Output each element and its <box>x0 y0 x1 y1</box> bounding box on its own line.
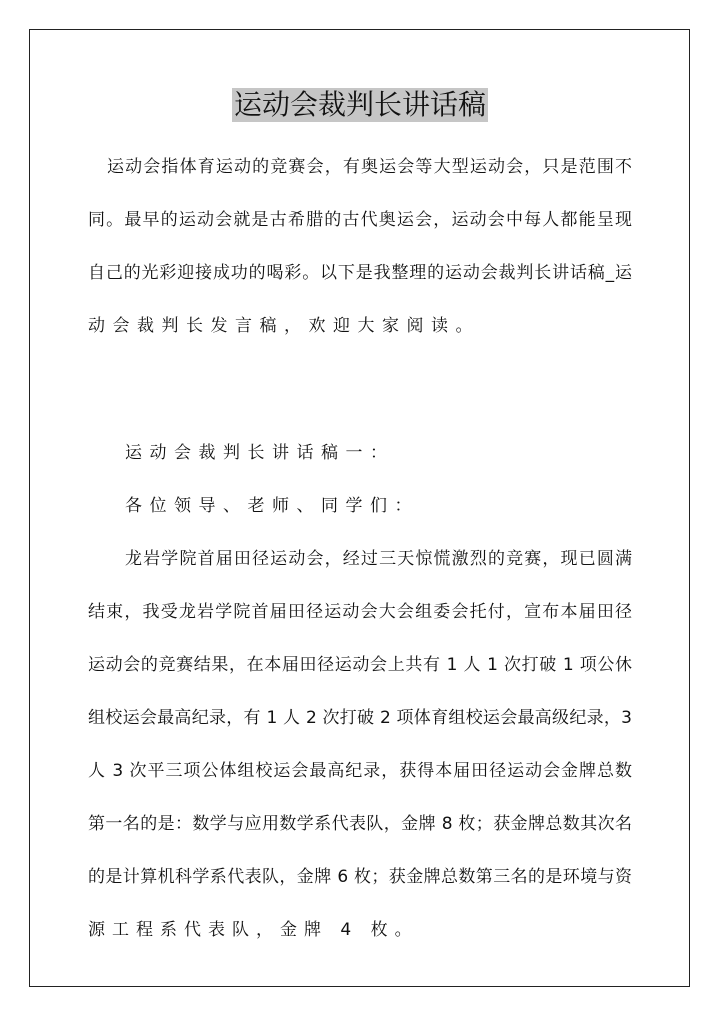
body-line: 结束，我受龙岩学院首届田径运动会大会组委会托付，宣布本届田径 <box>88 602 632 622</box>
document-title: 运动会裁判长讲话稿 <box>233 88 486 121</box>
greeting: 各位领导、老师、同学们： <box>125 496 419 516</box>
intro-line: 动会裁判长发言稿，欢迎大家阅读。 <box>88 316 480 336</box>
body-line: 组校运会最高纪录，有 1 人 2 次打破 2 项体育组校运会最高级纪录，3 <box>88 708 632 728</box>
body-line: 运动会的竞赛结果，在本届田径运动会上共有 1 人 1 次打破 1 项公休 <box>88 655 632 675</box>
body-line: 龙岩学院首届田径运动会，经过三天惊慌激烈的竞赛，现已圆满 <box>125 549 632 569</box>
body-line: 第一名的是：数学与应用数学系代表队，金牌 8 枚；获金牌总数其次名 <box>88 814 632 834</box>
section-heading: 运动会裁判长讲话稿一： <box>125 443 395 463</box>
body-line: 人 3 次平三项公体组校运会最高纪录，获得本届田径运动会金牌总数 <box>88 761 632 781</box>
body-line: 的是计算机科学系代表队，金牌 6 枚；获金牌总数第三名的是环境与资 <box>88 867 632 887</box>
intro-line: 自己的光彩迎接成功的喝彩。以下是我整理的运动会裁判长讲话稿_运 <box>88 263 632 283</box>
intro-line: 运动会指体育运动的竞赛会，有奥运会等大型运动会，只是范围不 <box>107 157 632 177</box>
body-line: 源工程系代表队，金牌 4 枚。 <box>88 920 419 940</box>
intro-line: 同。最早的运动会就是古希腊的古代奥运会，运动会中每人都能呈现 <box>88 210 632 230</box>
document-title-wrap <box>0 88 720 122</box>
